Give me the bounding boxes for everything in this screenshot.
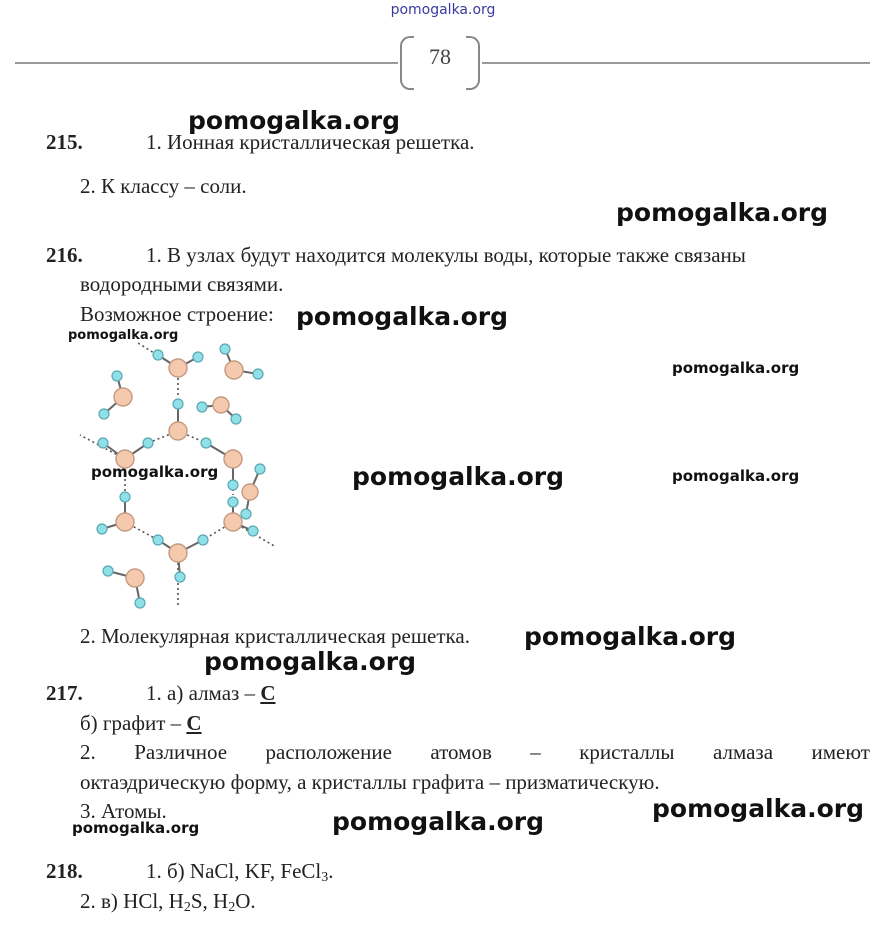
word: кристаллы bbox=[579, 740, 675, 764]
task-217-answer-diamond: C bbox=[260, 681, 276, 705]
task-218-line-2: 2. в) HCl, $H_2S$, $H_2O$. bbox=[80, 889, 256, 915]
page-number: 78 bbox=[429, 44, 451, 69]
word: алмаза bbox=[712, 740, 774, 764]
watermark: pomogalka.org bbox=[652, 794, 865, 823]
watermark: pomogalka.org bbox=[72, 819, 200, 837]
task-number-218: 218. bbox=[46, 859, 83, 883]
task-217-line-2 bbox=[80, 711, 202, 736]
site-header-link[interactable]: pomogalka.org bbox=[390, 2, 496, 18]
task-217-line-2-text: б) графит – bbox=[80, 711, 187, 735]
word: имеют bbox=[811, 740, 870, 764]
header-rule-left bbox=[15, 62, 398, 64]
watermark: pomogalka.org bbox=[91, 463, 219, 481]
task-number-217: 217. bbox=[46, 681, 83, 705]
watermark: pomogalka.org bbox=[672, 467, 800, 485]
word: расположение bbox=[265, 740, 392, 764]
word: атомов bbox=[430, 740, 492, 764]
task-number-216: 216. bbox=[46, 243, 83, 267]
task-number-215: 215. bbox=[46, 130, 83, 154]
watermark: pomogalka.org bbox=[204, 647, 417, 676]
watermark: pomogalka.org bbox=[616, 198, 829, 227]
task-217-line-3b: октаэдрическую форму, а кристаллы графита – призматическую. bbox=[80, 770, 660, 794]
task-216-line-1: 1. В узлах будут находится молекулы воды, которые также связаны bbox=[146, 243, 746, 267]
task-217-line-4: 3. Атомы. bbox=[80, 799, 167, 823]
task-217-line-1-text: 1. а) алмаз – bbox=[146, 681, 261, 705]
watermark: pomogalka.org bbox=[672, 359, 800, 377]
task-217-answer-graphite: C bbox=[186, 711, 202, 735]
word: – bbox=[530, 740, 541, 764]
header-rule-right bbox=[482, 62, 870, 64]
watermark: pomogalka.org bbox=[296, 302, 509, 331]
watermark: pomogalka.org bbox=[524, 622, 737, 651]
word: 2. bbox=[80, 740, 96, 764]
watermark: pomogalka.org bbox=[68, 328, 179, 343]
task-217-line-3 bbox=[80, 740, 870, 765]
task-216-line-3: 2. Молекулярная кристаллическая решетка. bbox=[80, 624, 470, 648]
task-215-line-1: 1. Ионная кристаллическая решетка. bbox=[146, 130, 475, 154]
task-217-line-1 bbox=[146, 681, 275, 706]
task-215-line-2: 2. К классу – соли. bbox=[80, 174, 247, 198]
task-218-line-1: 1. б) NaCl, KF, FeCl$_3$. bbox=[146, 859, 334, 885]
watermark: pomogalka.org bbox=[332, 807, 545, 836]
task-216-line-1b: водородными связями. bbox=[80, 272, 284, 296]
task-216-line-2: Возможное строение: bbox=[80, 302, 274, 326]
word: Различное bbox=[134, 740, 228, 764]
watermark: pomogalka.org bbox=[188, 106, 401, 135]
watermark: pomogalka.org bbox=[352, 462, 565, 491]
